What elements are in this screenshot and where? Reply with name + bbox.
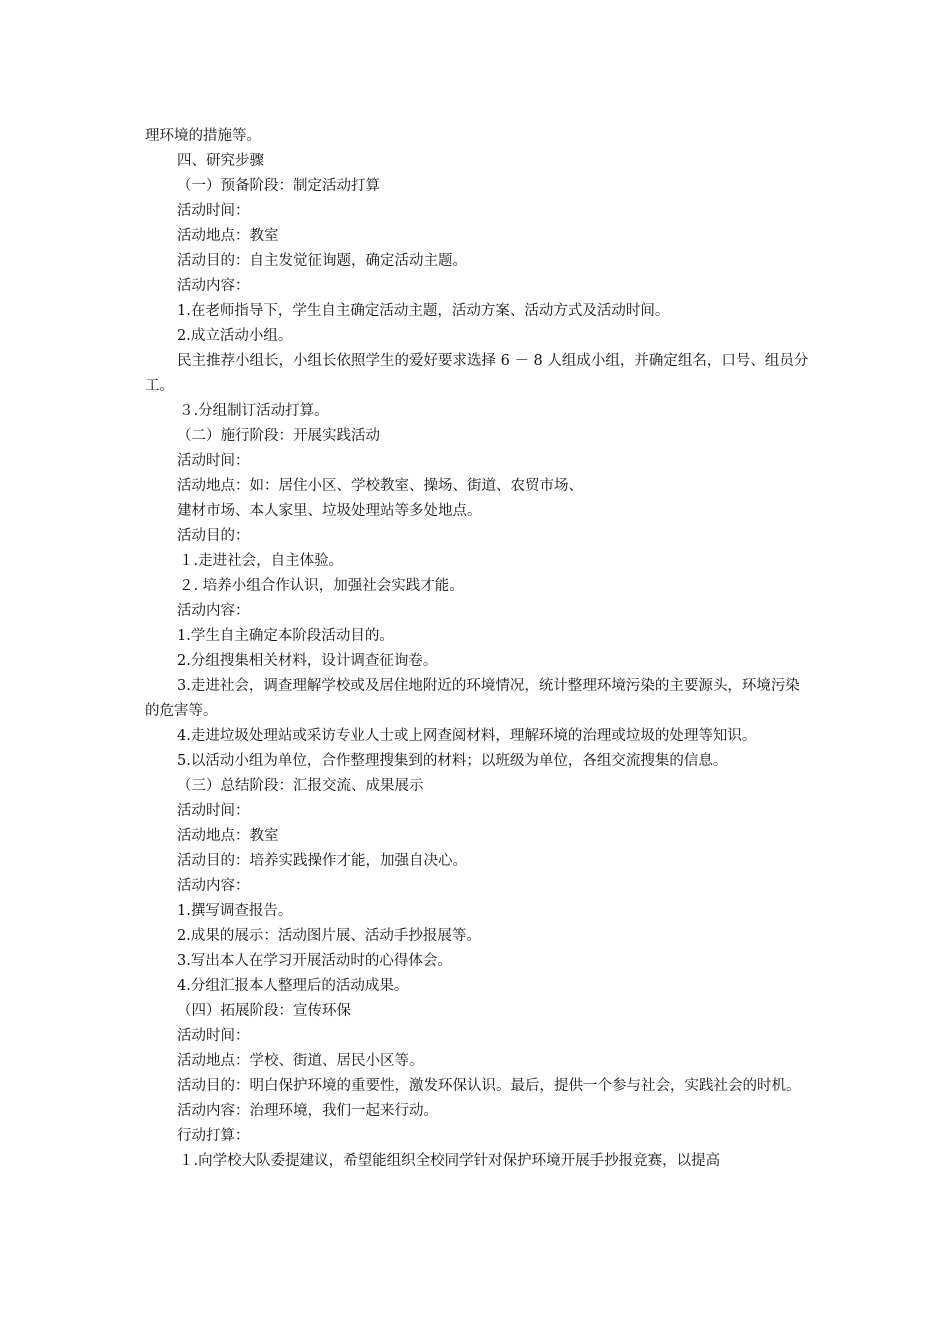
paragraph: 3.写出本人在学习开展活动时的心得体会。 — [177, 953, 452, 969]
paragraph: 4.分组汇报本人整理后的活动成果。 — [177, 978, 409, 994]
paragraph-continuation: 理环境的措施等。 — [145, 128, 261, 144]
paragraph: 活动地点：学校、街道、居民小区等。 — [177, 1053, 424, 1069]
paragraph: １.走进社会，自主体验。 — [179, 553, 344, 569]
paragraph: 4.走进垃圾处理站或采访专业人士或上网查阅材料，理解环境的治理或垃圾的处理等知识。 — [177, 728, 757, 744]
paragraph: 活动时间： — [177, 453, 250, 469]
paragraph: 活动内容： — [177, 603, 250, 619]
paragraph: 活动时间： — [177, 1028, 250, 1044]
paragraph: ３.分组制订活动打算。 — [179, 403, 329, 419]
stage-heading-extension: （四）拓展阶段：宣传环保 — [177, 1003, 351, 1019]
paragraph: 2.成立活动小组。 — [177, 328, 293, 344]
stage-heading-preparation: （一）预备阶段：制定活动打算 — [177, 178, 380, 194]
paragraph: 活动目的：培养实践操作才能，加强自决心。 — [177, 853, 467, 869]
paragraph: 3.走进社会，调查理解学校或及居住地附近的环境情况，统计整理环境污染的主要源头，环境污染的危害等。 — [145, 678, 800, 719]
paragraph: 民主推荐小组长，小组长依照学生的爱好要求选择 6 － 8 人组成小组，并确定组名，口号、组员分工。 — [145, 353, 809, 394]
paragraph: 2.成果的展示：活动图片展、活动手抄报展等。 — [177, 928, 481, 944]
paragraph: 活动目的：明白保护环境的重要性，激发环保认识。最后，提供一个参与社会，实践社会的时机。 — [177, 1078, 801, 1094]
section-heading-research-steps: 四、研究步骤 — [177, 153, 264, 169]
paragraph: 活动内容：治理环境，我们一起来行动。 — [177, 1103, 438, 1119]
paragraph: 1.撰写调查报告。 — [177, 903, 293, 919]
paragraph: 活动时间： — [177, 803, 250, 819]
paragraph: 活动地点：如：居住小区、学校教室、操场、街道、农贸市场、 — [177, 478, 583, 494]
paragraph: １.向学校大队委提建议，希望能组织全校同学针对保护环境开展手抄报竞赛，以提高 — [179, 1153, 721, 1169]
paragraph: 1.在老师指导下，学生自主确定活动主题，活动方案、活动方式及活动时间。 — [177, 303, 670, 319]
stage-heading-implementation: （二）施行阶段：开展实践活动 — [177, 428, 380, 444]
paragraph: 活动内容： — [177, 278, 250, 294]
paragraph: 行动打算： — [177, 1128, 250, 1144]
paragraph: 5.以活动小组为单位，合作整理搜集到的材料；以班级为单位，各组交流搜集的信息。 — [177, 753, 728, 769]
stage-heading-summary: （三）总结阶段：汇报交流、成果展示 — [177, 778, 424, 794]
paragraph: 活动目的：自主发觉征询题，确定活动主题。 — [177, 253, 467, 269]
paragraph: 2.分组搜集相关材料，设计调查征询卷。 — [177, 653, 438, 669]
paragraph: ２. 培养小组合作认识，加强社会实践才能。 — [179, 578, 464, 594]
document-body — [145, 124, 810, 1174]
paragraph: 建材市场、本人家里、垃圾处理站等多处地点。 — [177, 503, 482, 519]
paragraph: 活动时间： — [177, 203, 250, 219]
paragraph: 活动地点：教室 — [177, 228, 279, 244]
paragraph: 活动内容： — [177, 878, 250, 894]
paragraph: 活动地点：教室 — [177, 828, 279, 844]
paragraph: 活动目的： — [177, 528, 250, 544]
paragraph: 1.学生自主确定本阶段活动目的。 — [177, 628, 394, 644]
